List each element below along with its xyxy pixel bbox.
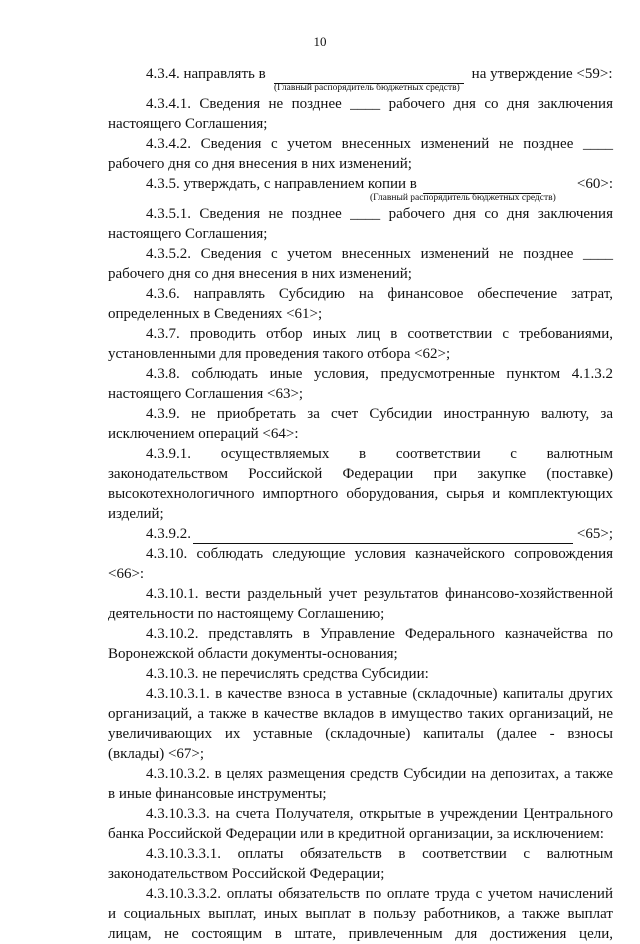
clause-line: исключением операций <64>: [108,426,299,442]
clause-line: (вклады) <67>; [108,746,205,762]
clause-text: 4.3.9.2. [146,526,191,542]
clause-line: 4.3.10.3.1. в качестве взноса в уставные (складочные) капиталы других [146,686,613,702]
clause-line: в иные финансовые инструменты; [108,786,327,802]
clause-line: Воронежской области документы-основания; [108,646,398,662]
clause-4-3-10-3-1 [108,684,613,764]
clause-line: 4.3.9.1. осуществляемых в соответствии с валютным [146,446,613,462]
clause-line: настоящего Соглашения <63>; [108,386,304,402]
document-body [108,64,613,944]
clause-4-3-9-2 [108,524,613,544]
page-number: 10 [313,34,327,49]
clause-4-3-4 [108,64,613,94]
fill-blank [423,179,541,194]
clause-text: <60>: [576,176,613,192]
clause-line: деятельности по настоящему Соглашению; [108,606,385,622]
clause-line: рабочего дня со дня внесения в них изменений; [108,156,412,172]
clause-4-3-9-1 [108,444,613,524]
clause-line: изделий; [108,506,164,522]
clause-line: 4.3.9. не приобретать за счет Субсидии иностранную валюту, за [146,406,613,422]
fill-blank [193,529,573,544]
clause-4-3-7 [108,324,613,364]
clause-4-3-5-2 [108,244,613,284]
clause-line: 4.3.10.1. вести раздельный учет результатов финансово-хозяйственной [146,586,613,602]
clause-line: 4.3.10.3.3. на счета Получателя, открытые в учреждении Центрального [146,806,613,822]
clause-text: на утверждение <59>: [471,66,613,82]
clause-text: <65>; [576,526,613,542]
clause-line: 4.3.10.3.3.2. оплаты обязательств по оплате труда с учетом начислений [146,886,613,902]
clause-line: 4.3.8. соблюдать иные условия, предусмотренные пунктом 4.1.3.2 [146,366,613,382]
clause-4-3-4-1 [108,94,613,134]
clause-line: 4.3.10.2. представлять в Управление Федерального казначейства по [146,626,613,642]
clause-line: 4.3.7. проводить отбор иных лиц в соответствии с требованиями, [146,326,613,342]
clause-line: рабочего дня со дня внесения в них изменений; [108,266,412,282]
clause-line: установленными для проведения такого отбора <62>; [108,346,451,362]
clause-line: 4.3.10.3.3.1. оплаты обязательств в соответствии с валютным [146,846,613,862]
clause-4-3-5 [108,174,613,204]
clause-4-3-8 [108,364,613,404]
clause-line: и социальных выплат, иных выплат в пользу работников, а также выплат [108,906,613,922]
clause-4-3-10-3-2 [108,764,613,804]
clause-line: определенных в Сведениях <61>; [108,306,323,322]
clause-line: 4.3.4.1. Сведения не позднее ____ рабочего дня со дня заключения [146,96,613,112]
clause-line: настоящего Соглашения; [108,116,268,132]
clause-4-3-5-1 [108,204,613,244]
clause-line: <66>: [108,566,145,582]
clause-4-3-10-3-3 [108,804,613,844]
clause-4-3-9 [108,404,613,444]
clause-4-3-10 [108,544,613,584]
clause-text: 4.3.5. утверждать, с направлением копии в [146,176,417,192]
clause-4-3-10-3-3-1 [108,844,613,884]
clause-4-3-4-2 [108,134,613,174]
clause-line: 4.3.10.3. не перечислять средства Субсидии: [146,666,429,682]
clause-4-3-10-2 [108,624,613,664]
clause-line: 4.3.4.2. Сведения с учетом внесенных изменений не позднее ____ [146,136,613,152]
clause-line: 4.3.5.1. Сведения не позднее ____ рабочего дня со дня заключения [146,206,613,222]
clause-line: 4.3.10. соблюдать следующие условия казначейского сопровождения [146,546,613,562]
clause-4-3-10-3-3-2 [108,884,613,944]
fill-blank [274,69,464,84]
clause-line: 4.3.6. направлять Субсидию на финансовое обеспечение затрат, [146,286,613,302]
clause-line: банка Российской Федерации или в кредитной организации, за исключением: [108,826,604,842]
clause-line: 4.3.5.2. Сведения с учетом внесенных изменений не позднее ____ [146,246,613,262]
clause-line: организаций, а также в качестве вкладов в имущество таких организаций, не [108,706,613,722]
clause-4-3-6 [108,284,613,324]
clause-line: лицам, не состоящим в штате, привлеченным для достижения цели, [108,926,613,942]
clause-4-3-10-3 [108,664,613,684]
clause-text: 4.3.4. направлять в [146,66,266,82]
clause-4-3-10-1 [108,584,613,624]
clause-line: высокотехнологичного импортного оборудования, сырья и комплектующих [108,486,613,502]
clause-line: законодательством Российской Федерации при закупке (поставке) [108,466,613,482]
field-caption: (Главный распорядитель бюджетных средств) [274,83,460,93]
clause-line: увеличивающих их уставные (складочные) капиталы (далее - взносы [108,726,613,742]
clause-line: законодательством Российской Федерации; [108,866,385,882]
field-caption: (Главный распорядитель бюджетных средств) [370,193,556,203]
clause-line: 4.3.10.3.2. в целях размещения средств Субсидии на депозитах, а также [146,766,613,782]
clause-line: настоящего Соглашения; [108,226,268,242]
